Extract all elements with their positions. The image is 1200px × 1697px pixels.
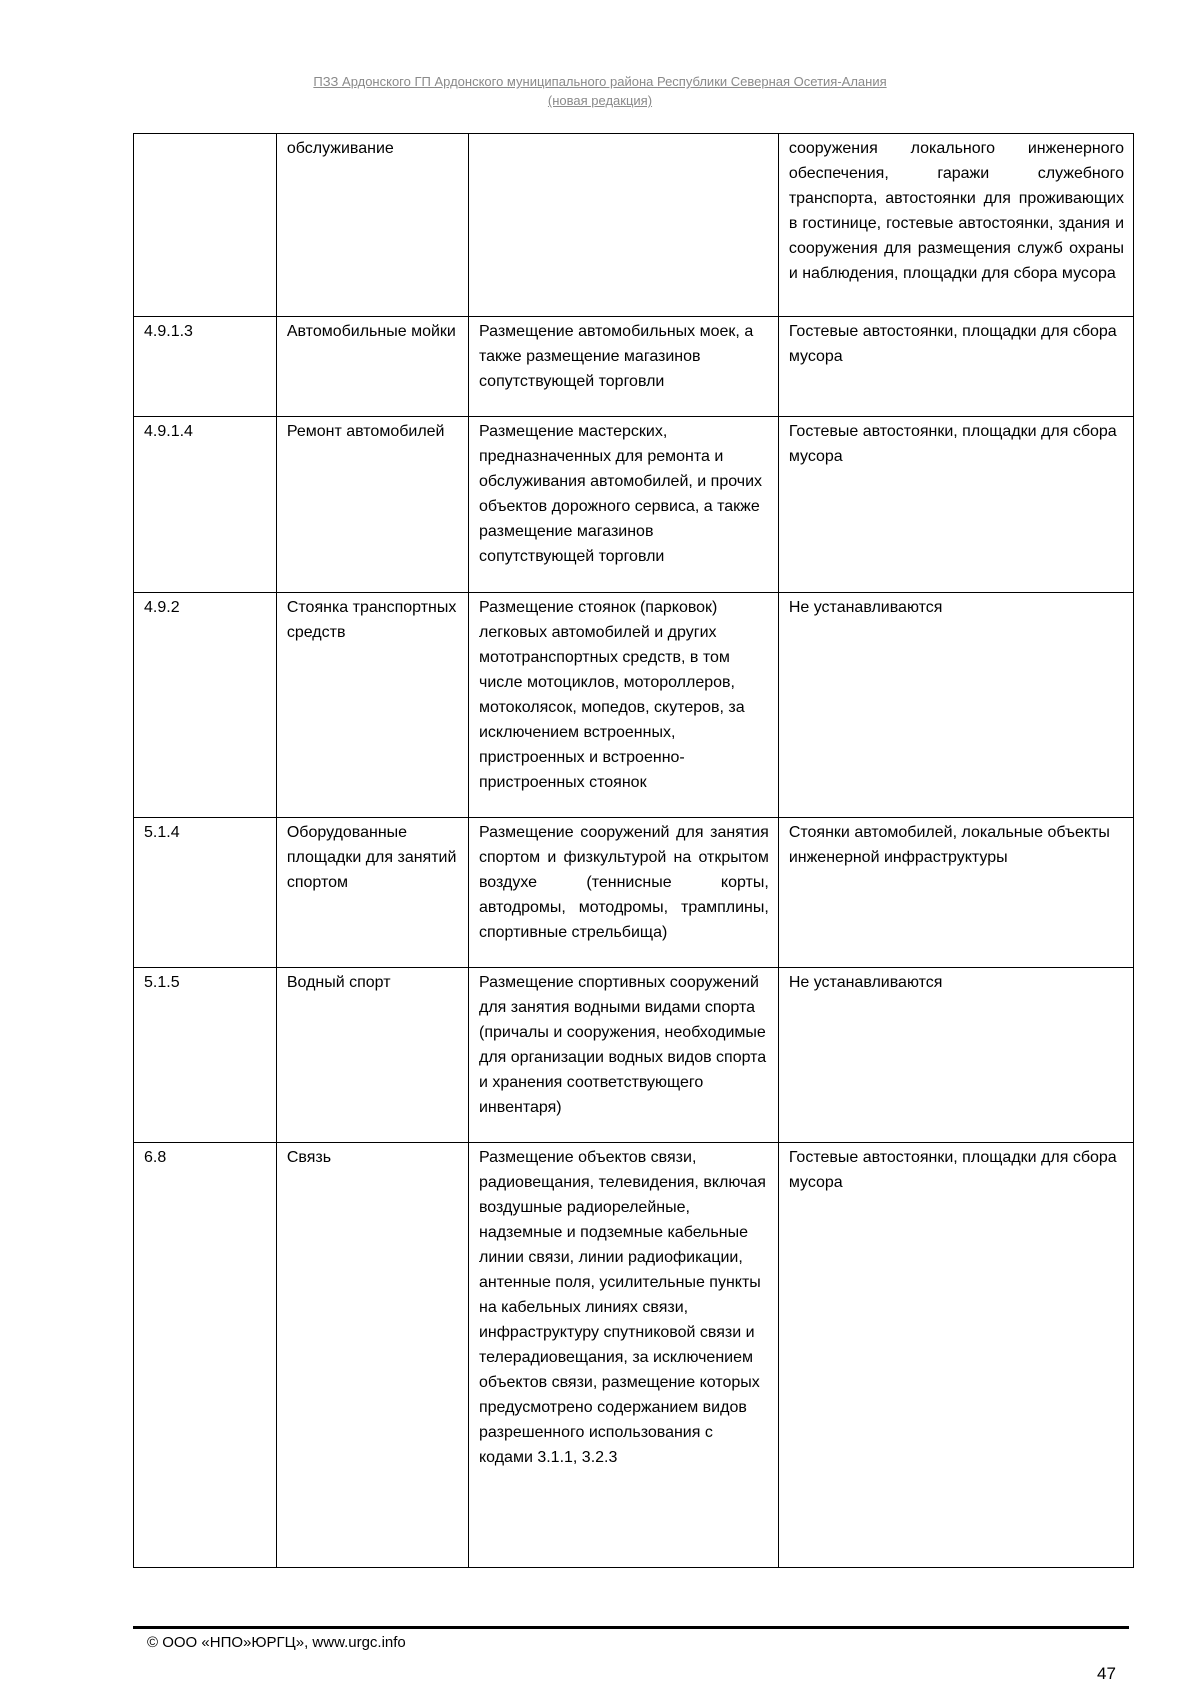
table-row <box>134 818 1134 968</box>
params-cell: Гостевые автостоянки, площадки для сбора мусора <box>778 317 1133 417</box>
table-row <box>134 317 1134 417</box>
params-cell: Не устанавливаются <box>778 968 1133 1143</box>
code-cell: 4.9.1.3 <box>134 317 277 417</box>
name-cell: Ремонт автомобилей <box>276 417 468 593</box>
document-header <box>0 72 1200 110</box>
name-cell: Связь <box>276 1143 468 1568</box>
name-cell: Автомобильные мойки <box>276 317 468 417</box>
table-row <box>134 1143 1134 1568</box>
name-cell: обслуживание <box>276 134 468 317</box>
table-row <box>134 417 1134 593</box>
name-cell: Стоянка транспортных средств <box>276 593 468 818</box>
description-cell: Размещение сооружений для занятия спортом и физкультурой на открытом воздухе (теннисные корты, автодромы, мотодромы, трамплины, спортивные стрельбища) <box>468 818 778 968</box>
page-number: 47 <box>1097 1664 1116 1683</box>
params-cell: Стоянки автомобилей, локальные объекты инженерной инфраструктуры <box>778 818 1133 968</box>
description-cell: Размещение мастерских, предназначенных для ремонта и обслуживания автомобилей, и прочих объектов дорожного сервиса, а также размещение магазинов сопутствующей торговли <box>468 417 778 593</box>
land-use-table <box>133 133 1134 1568</box>
params-cell: Гостевые автостоянки, площадки для сбора мусора <box>778 417 1133 593</box>
footer-copyright: © ООО «НПО»ЮРГЦ», www.urgc.info <box>147 1634 406 1651</box>
footer-divider <box>133 1626 1129 1629</box>
code-cell <box>134 134 277 317</box>
table-row <box>134 134 1134 317</box>
params-cell: Не устанавливаются <box>778 593 1133 818</box>
code-cell: 5.1.5 <box>134 968 277 1143</box>
header-title-line: ПЗЗ Ардонского ГП Ардонского муниципального района Республики Северная Осетия-Алания <box>313 74 887 89</box>
params-cell: Гостевые автостоянки, площадки для сбора мусора <box>778 1143 1133 1568</box>
description-cell: Размещение объектов связи, радиовещания, телевидения, включая воздушные радиорелейные, надземные и подземные кабельные линии связи, линии радиофикации, антенные поля, усилительные пункты на кабельных линиях связи, инфраструктуру спутниковой связи и телерадиовещания, за исключением объектов связи, размещение которых предусмотрено содержанием видов разрешенного использования с кодами 3.1.1, 3.2.3 <box>468 1143 778 1568</box>
params-cell: сооружения локального инженерного обеспечения, гаражи служебного транспорта, автостоянки для проживающих в гостинице, гостевые автостоянки, здания и сооружения для размещения служб охраны и наблюдения, площадки для сбора мусора <box>778 134 1133 317</box>
code-cell: 5.1.4 <box>134 818 277 968</box>
description-cell: Размещение автомобильных моек, а также размещение магазинов сопутствующей торговли <box>468 317 778 417</box>
header-edition-line: (новая редакция) <box>547 93 653 108</box>
description-cell: Размещение стоянок (парковок) легковых автомобилей и других мототранспортных средств, в том числе мотоциклов, мотороллеров, мотоколясок, мопедов, скутеров, за исключением встроенных, пристроенных и встроенно-пристроенных стоянок <box>468 593 778 818</box>
code-cell: 4.9.1.4 <box>134 417 277 593</box>
code-cell: 6.8 <box>134 1143 277 1568</box>
description-cell <box>468 134 778 317</box>
name-cell: Водный спорт <box>276 968 468 1143</box>
code-cell: 4.9.2 <box>134 593 277 818</box>
table-row <box>134 968 1134 1143</box>
table-row <box>134 593 1134 818</box>
name-cell: Оборудованные площадки для занятий спортом <box>276 818 468 968</box>
description-cell: Размещение спортивных сооружений для занятия водными видами спорта (причалы и сооружения, необходимые для организации водных видов спорта и хранения соответствующего инвентаря) <box>468 968 778 1143</box>
